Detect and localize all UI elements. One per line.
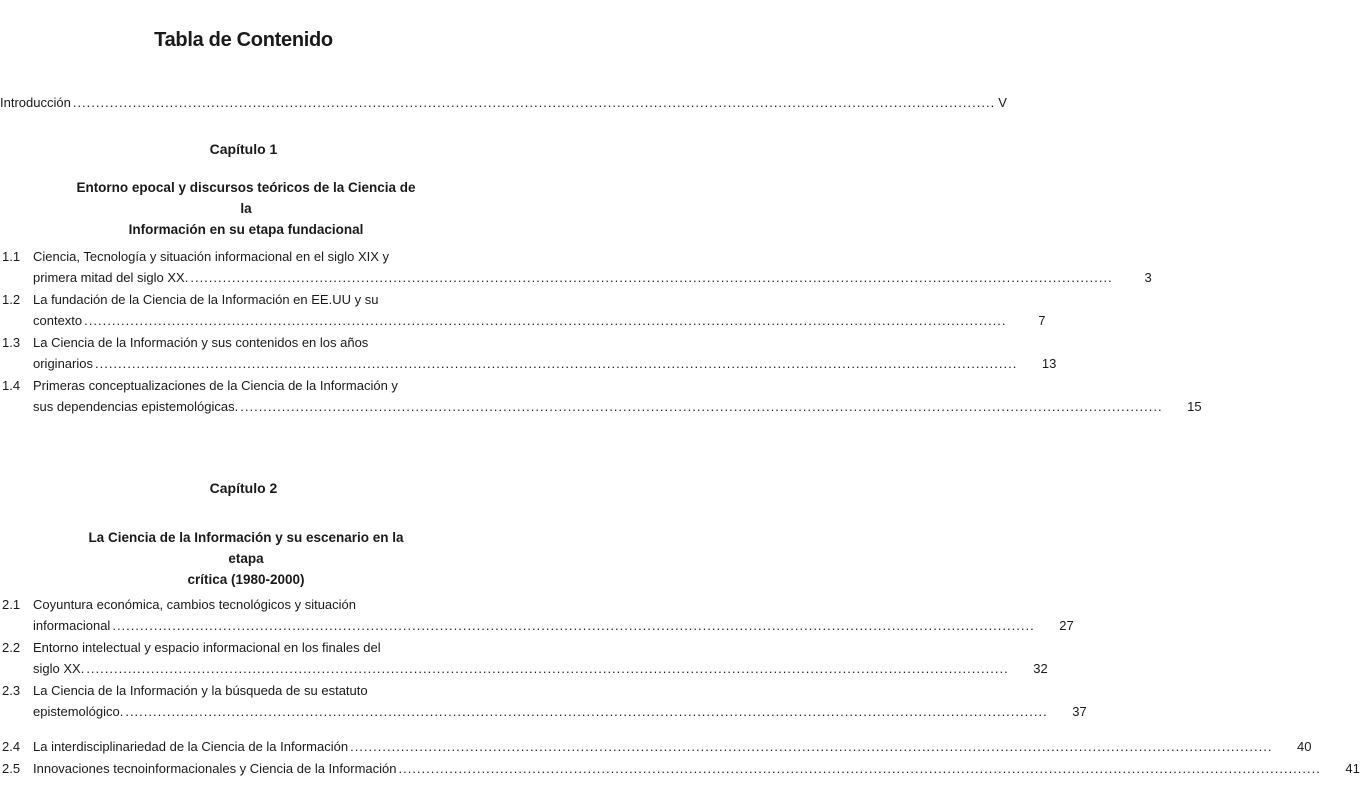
toc-entry-1-1 (0, 246, 1152, 288)
entry-line: sus dependencias epistemológicas. (33, 399, 239, 414)
toc-entry-2-1 (0, 594, 1074, 636)
chapter-2-subtitle-line-2: crítica (1980-2000) (187, 572, 305, 587)
entry-number: 1.2 (2, 292, 21, 307)
entry-number: 1.4 (2, 378, 21, 393)
chapter-1-heading: Capítulo 1 (209, 141, 278, 157)
dot-leader: ........................................................................................................................................................................................................ (350, 739, 1273, 754)
entry-line: La Ciencia de la Información y la búsqueda de su estatuto (33, 683, 368, 698)
chapter-1-subtitle (70, 177, 422, 240)
entry-line: Ciencia, Tecnología y situación informacional en el siglo XIX y (33, 249, 390, 264)
toc-entry-1-2 (0, 289, 1046, 331)
entry-line: Entorno intelectual y espacio informacional en los finales del (33, 640, 381, 655)
entry-page-number: V (998, 95, 1007, 110)
entry-line: contexto (33, 313, 83, 328)
dot-leader: ........................................................................................................................................................................................................ (86, 661, 1009, 676)
toc-entry-2-2 (0, 637, 1048, 679)
entry-number: 2.5 (2, 761, 21, 776)
entry-number: 1.1 (2, 249, 21, 264)
entry-number: 2.2 (2, 640, 21, 655)
chapter-1-subtitle-line-1: Entorno epocal y discursos teóricos de la Ciencia de la (76, 180, 416, 216)
entry-line: siglo XX. (33, 661, 85, 676)
entry-line: Primeras conceptualizaciones de la Ciencia de la Información y (33, 378, 398, 393)
dot-leader: ........................................................................................................................................................................................................ (398, 761, 1321, 776)
entry-number: 2.1 (2, 597, 21, 612)
toc-entry-2-4 (0, 736, 1312, 757)
entry-line: informacional (33, 618, 111, 633)
entry-line: originarios (33, 356, 93, 371)
chapter-2-subtitle (70, 527, 422, 590)
page-title: Tabla de Contenido (154, 29, 333, 51)
entry-page-number: 13 (1041, 356, 1057, 371)
entry-page-number: 37 (1072, 704, 1087, 719)
entry-page-number: 32 (1033, 661, 1048, 676)
dot-leader: ........................................................................................................................................................................................................ (94, 356, 1018, 371)
toc-entry-2-3 (0, 680, 1087, 722)
toc-entry-1-4 (0, 375, 1202, 417)
entry-line: primera mitad del siglo XX. (33, 270, 189, 285)
dot-leader: ........................................................................................................................................................................................................ (125, 704, 1048, 719)
entry-page-number: 27 (1059, 618, 1074, 633)
entry-label: Introducción (0, 95, 71, 110)
entry-page-number: 15 (1187, 399, 1202, 414)
entry-page-number: 7 (1038, 313, 1046, 328)
entry-line: Innovaciones tecnoinformacionales y Ciencia de la Información (33, 761, 397, 776)
dot-leader: ........................................................................................................................................................................................................ (240, 399, 1163, 414)
dot-leader: ........................................................................................................................................................................................................ (72, 95, 996, 110)
entry-line: epistemológico. (33, 704, 124, 719)
dot-leader: ........................................................................................................................................................................................................ (84, 313, 1007, 328)
entry-page-number: 40 (1296, 739, 1312, 754)
chapter-1-subtitle-line-2: Información en su etapa fundacional (128, 222, 364, 237)
entry-line: La interdisciplinariedad de la Ciencia de la Información (33, 739, 349, 754)
entry-number: 1.3 (2, 335, 21, 350)
toc-entry-1-3 (0, 332, 1057, 374)
chapter-2-heading: Capítulo 2 (209, 480, 278, 496)
entry-page-number: 41 (1345, 761, 1360, 776)
entry-number: 2.4 (2, 739, 21, 754)
dot-leader: ........................................................................................................................................................................................................ (190, 270, 1113, 285)
chapter-2-subtitle-line-1: La Ciencia de la Información y su escenario en la etapa (88, 530, 404, 566)
toc-entry-introduccion (0, 92, 1007, 113)
entry-line: La fundación de la Ciencia de la Información en EE.UU y su (33, 292, 379, 307)
dot-leader: ........................................................................................................................................................................................................ (112, 618, 1035, 633)
entry-page-number: 3 (1144, 270, 1152, 285)
toc-entry-2-5 (0, 758, 1360, 779)
entry-number: 2.3 (2, 683, 21, 698)
entry-line: La Ciencia de la Información y sus contenidos en los años (33, 335, 369, 350)
entry-line: Coyuntura económica, cambios tecnológicos y situación (33, 597, 357, 612)
